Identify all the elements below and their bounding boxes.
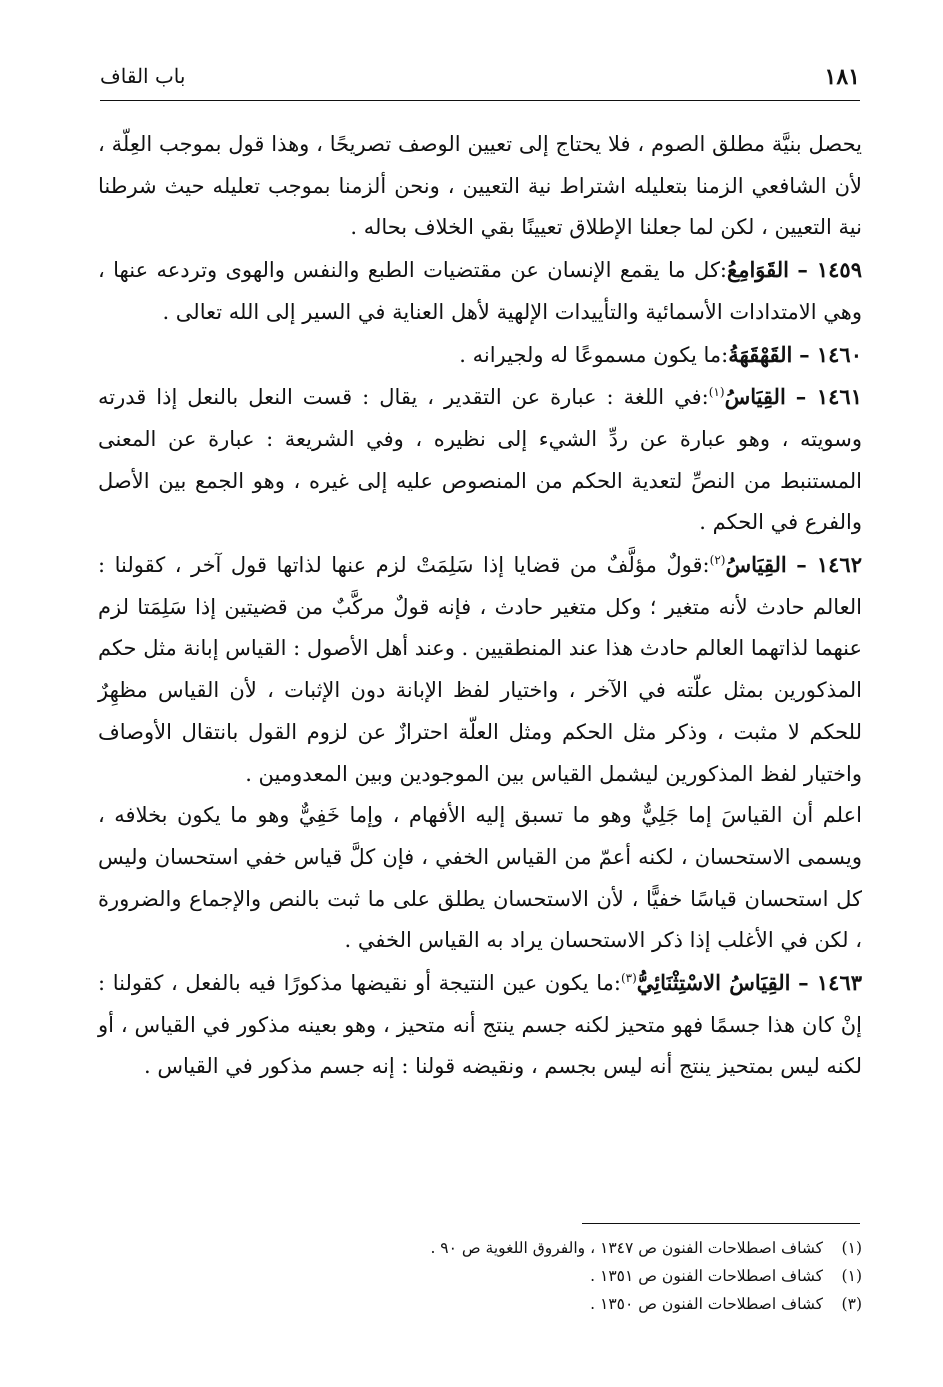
- footnote-item: [98, 1290, 862, 1318]
- entry-term: القَوَامِعُ: [727, 257, 789, 283]
- entry-number: ١٤٦٢ –: [796, 552, 862, 578]
- page-body: [98, 124, 862, 1088]
- entry-text: :قولٌ مؤلَّفٌ من قضايا إذا سَلِمَتْ لزم عنها لذاتها قول آخر ، كقولنا : العالم حادث لأنه متغير ؛ وكل متغير حادث ، فإنه قولٌ مركَّبٌ من قضيتين إذا سَلِمَتا لزم عنهما لذاتهما العالم حادث هذا عند المنطقيين . وعند أهل الأصول : القياس إبانة مثل حكم المذكورين بمثل علّته في الآخر ، واختيار لفظ الإبانة دون الإثبات ، لأن القياس مظهِرٌ للحكم لا مثبت ، وذكر مثل الحكم ومثل العلّة احترازٌ عن لزوم القول بانتقال الأوصاف واختيار لفظ المذكورين ليشمل القياس بين الموجودين وبين المعدومين .: [97, 553, 862, 786]
- footnote-text: كشاف اصطلاحات الفنون ص ١٣٥٠ .: [590, 1295, 824, 1313]
- entry-term: القِيَاسُ: [725, 552, 787, 578]
- entry-1462: [98, 544, 862, 795]
- entry-number: ١٤٥٩ –: [797, 257, 862, 283]
- chapter-title: باب القاف: [100, 64, 186, 88]
- entry-number: ١٤٦١ –: [795, 384, 862, 410]
- entry-1461: [98, 376, 862, 544]
- page-number: ١٨١: [824, 64, 860, 90]
- footnote-divider: [582, 1223, 860, 1224]
- footnote-item: [98, 1262, 862, 1290]
- paragraph-text: يحصل بنيَّة مطلق الصوم ، فلا يحتاج إلى تعيين الوصف تصريحًا ، وهذا قول بموجب العِلّة ، لأن الشافعي الزمنا بتعليله اشتراط نية التعيين ، ونحن ألزمنا بموجب تعليله حيث شرطنا نية التعيين ، لكن لما جعلنا الإطلاق تعيينًا بقي الخلاف بحاله .: [98, 132, 862, 240]
- footnote-reference[interactable]: (٣): [620, 971, 637, 986]
- entry-term: القِيَاسُ: [724, 384, 786, 410]
- footnote-reference[interactable]: (٢): [709, 553, 726, 568]
- entry-number: ١٤٦٠ –: [799, 341, 862, 367]
- paragraph-continuation: [98, 124, 862, 249]
- footnote-text: كشاف اصطلاحات الفنون ص ١٣٥١ .: [590, 1267, 824, 1285]
- header-divider: [100, 100, 860, 101]
- footnote-reference[interactable]: (١): [708, 385, 725, 400]
- entry-text: :ما يكون عين النتيجة أو نقيضها مذكورًا فيه بالفعل ، كقولنا : إنْ كان هذا جسمًا فهو متحيز لكنه جسم ينتج أنه متحيز ، وهو بعينه مذكور في القياس ، أو لكنه ليس بمتحيز ينتج أنه ليس بجسم ، ونقيضه قولنا : إنه جسم مذكور في القياس .: [98, 971, 863, 1079]
- entry-1463: [98, 962, 862, 1088]
- footnote-mark: (٣): [841, 1295, 862, 1313]
- entry-1460: [98, 334, 862, 377]
- entry-text: :في اللغة : عبارة عن التقدير ، يقال : قست النعل بالنعل إذا قدرته وسويته ، وهو عبارة عن ردِّ الشيء إلى نظيره ، وفي الشريعة : عبارة عن المعنى المستنبط من النصِّ لتعدية الحكم من المنصوص عليه إلى غيره ، وهو الجمع بين الأصل والفرع في الحكم .: [98, 385, 862, 535]
- paragraph-note: [98, 795, 862, 962]
- entry-term: القِيَاسُ الاسْتِثْنَائِيُّ: [636, 970, 791, 996]
- footnotes: [98, 1234, 862, 1318]
- footnote-item: [98, 1234, 862, 1262]
- page-header: [100, 64, 860, 98]
- entry-term: القَهْقَهَةُ: [728, 341, 793, 367]
- entry-1459: [98, 249, 862, 333]
- paragraph-text: اعلم أن القياسَ إما جَلِيٌّ وهو ما تسبق إليه الأفهام ، وإما خَفِيٌّ وهو ما يكون بخلافه ، ويسمى الاستحسان ، لكنه أعمّ من القياس الخفي ، فإن كلَّ قياس خفي استحسان وليس كل استحسان قياسًا خفيًّا ، لأن الاستحسان يطلق على ما ثبت بالنص والإجماع والضرورة ، لكن في الأغلب إذا ذكر الاستحسان يراد به القياس الخفي .: [98, 803, 862, 953]
- footnote-mark: (١): [841, 1239, 862, 1257]
- footnote-text: كشاف اصطلاحات الفنون ص ١٣٤٧ ، والفروق اللغوية ص ٩٠ .: [430, 1239, 824, 1257]
- entry-number: ١٤٦٣ –: [798, 970, 863, 996]
- entry-text: :ما يكون مسموعًا له ولجيرانه .: [459, 342, 729, 367]
- footnote-mark: (١): [841, 1267, 862, 1285]
- entry-text: :كل ما يقمع الإنسان عن مقتضيات الطبع والنفس والهوى وتردعه عنها ، وهي الامتدادات الأسمائية والتأييدات الإلهية لأهل العناية في السير إلى الله تعالى .: [98, 258, 862, 324]
